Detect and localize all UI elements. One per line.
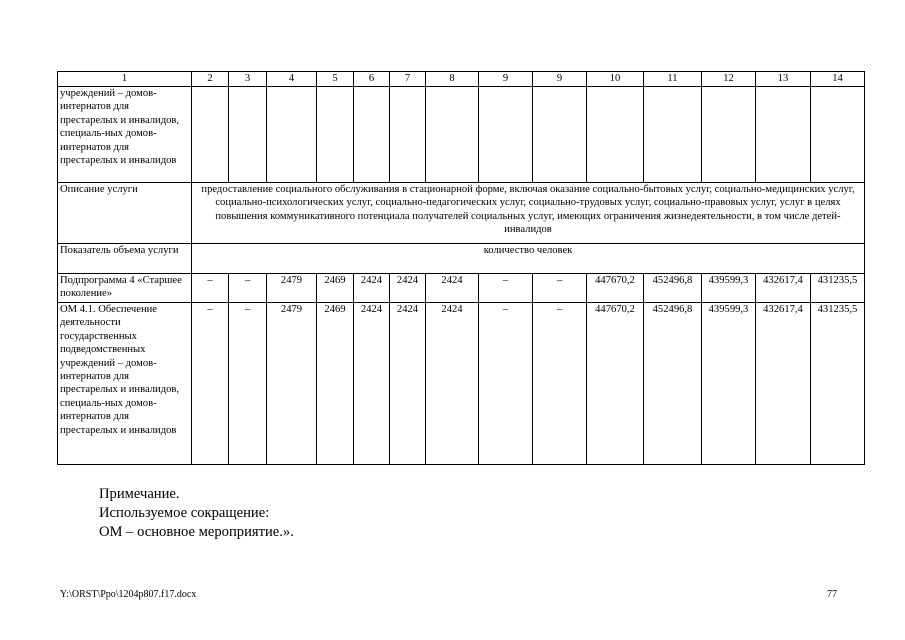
row-label: учреждений – домов-интернатов для престарелых и инвалидов, специаль-ных домов-интернатов для престарелых и инвалидов [58,87,192,183]
note-abbrev-heading: Используемое сокращение: [99,505,270,521]
header-cell: 10 [587,72,644,87]
note-title: Примечание. [99,486,180,502]
header-cell: 2 [192,72,229,87]
volume-indicator: количество человек [192,244,865,274]
header-cell: 9 [533,72,587,87]
table-cell: – [192,303,229,465]
header-cell: 5 [317,72,354,87]
header-cell: 4 [267,72,317,87]
table-cell: 2424 [390,303,426,465]
table-cell: 432617,4 [756,274,811,303]
table-cell: 447670,2 [587,274,644,303]
row-label: ОМ 4.1. Обеспечение деятельности государственных подведомственных учреждений – домов-интернатов для престарелых и инвалидов, специаль-ных домов-интернатов для престарелых и инвалидов [58,303,192,465]
table-cell [192,87,229,183]
header-cell: 13 [756,72,811,87]
header-cell: 12 [702,72,756,87]
service-description: предоставление социального обслуживания в стационарной форме, включая оказание социально-бытовых услуг, социально-медицинских услуг, социально-психологических услуг, социально-педагогических услуг, социально-трудовых услуг, социально-правовых услуг, услуг в целях повышения коммуникативного потенциала получателей социальных услуг, имеющих ограничения жизнедеятельности, в том числе детей-инвалидов [192,183,865,244]
header-cell: 9 [479,72,533,87]
row-label: Описание услуги [58,183,192,244]
table-cell: 439599,3 [702,303,756,465]
data-table [57,71,865,465]
header-cell: 3 [229,72,267,87]
footer-page-number: 77 [827,589,837,600]
table-cell [390,87,426,183]
table-cell [426,87,479,183]
table-cell: – [479,274,533,303]
table-cell [229,87,267,183]
table-cell: – [192,274,229,303]
table-cell [267,87,317,183]
table-cell: – [229,303,267,465]
table-cell: – [229,274,267,303]
header-cell: 1 [58,72,192,87]
header-cell: 11 [644,72,702,87]
table-cell: 2424 [354,274,390,303]
table-cell: 2479 [267,274,317,303]
table-cell: 431235,5 [811,303,865,465]
table-cell: – [479,303,533,465]
table-cell: 2479 [267,303,317,465]
header-cell: 6 [354,72,390,87]
table-cell: 432617,4 [756,303,811,465]
table-cell: 452496,8 [644,303,702,465]
table-cell: 452496,8 [644,274,702,303]
table-cell [479,87,533,183]
header-cell: 14 [811,72,865,87]
table-cell [587,87,644,183]
table-cell: 2424 [426,303,479,465]
row-label: Подпрограмма 4 «Старшее поколение» [58,274,192,303]
table-cell [354,87,390,183]
footer-file-path: Y:\ORST\Ppo\1204p807.f17.docx [60,589,197,600]
table-row [58,87,865,183]
table-row [58,303,865,465]
table-cell [533,87,587,183]
table-cell [317,87,354,183]
table-cell: 2424 [390,274,426,303]
table-row [58,244,865,274]
table-cell [702,87,756,183]
table-cell [756,87,811,183]
table-row [58,183,865,244]
table-cell: – [533,303,587,465]
table-cell: – [533,274,587,303]
header-row [58,72,865,87]
table-cell: 2469 [317,303,354,465]
table-cell: 439599,3 [702,274,756,303]
table-cell: 2469 [317,274,354,303]
header-cell: 8 [426,72,479,87]
note-abbrev-text: ОМ – основное мероприятие.». [99,524,294,540]
row-label: Показатель объема услуги [58,244,192,274]
table-cell [644,87,702,183]
table-cell [811,87,865,183]
table-cell: 2424 [354,303,390,465]
table-cell: 447670,2 [587,303,644,465]
table-cell: 2424 [426,274,479,303]
table-row [58,274,865,303]
table-cell: 431235,5 [811,274,865,303]
header-cell: 7 [390,72,426,87]
